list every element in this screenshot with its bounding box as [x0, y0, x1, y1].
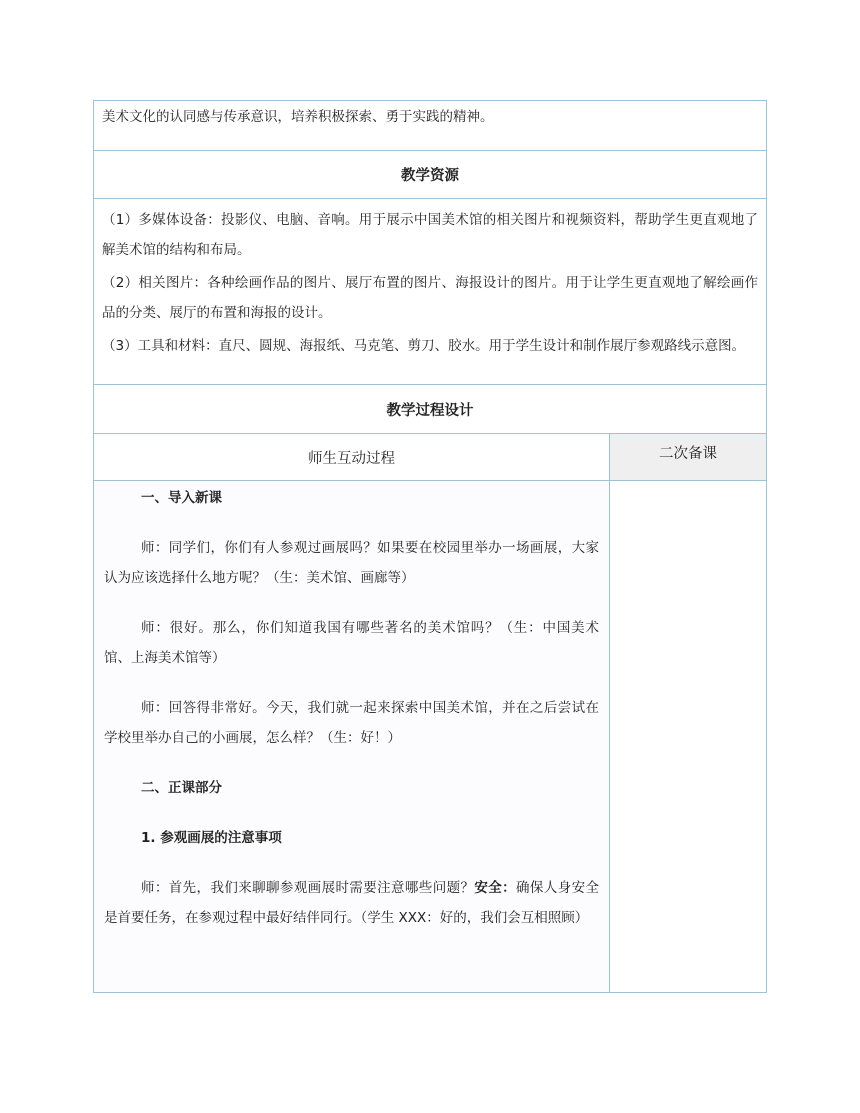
spacer: [104, 593, 599, 613]
dialogue-paragraph: 师：同学们，你们有人参观过画展吗？如果要在校园里举办一场画展，大家认为应该选择什么地方呢？（生：美术馆、画廊等）: [104, 540, 599, 586]
interaction-column: [94, 434, 610, 993]
resource-item: （3）工具和材料：直尺、圆规、海报纸、马克笔、剪刀、胶水。用于学生设计和制作展厅参观路线示意图。: [102, 338, 746, 354]
lesson-plan-table: [93, 100, 767, 993]
resources-heading-cell: [94, 151, 767, 199]
section-title: 二、正课部分: [141, 780, 222, 796]
dialogue-paragraph: 师：回答得非常好。今天，我们就一起来探索中国美术馆，并在之后尝试在学校里举办自己的小画展，怎么样？（生：好！）: [104, 700, 599, 746]
dialogue-paragraph: 师：很好。那么，你们知道我国有哪些著名的美术馆吗？（生：中国美术馆、上海美术馆等）: [104, 620, 599, 666]
second-prep-column-header: [610, 434, 766, 481]
interaction-column-body: [94, 481, 609, 993]
resource-item: （1）多媒体设备：投影仪、电脑、音响。用于展示中国美术馆的相关图片和视频资料，帮助学生更直观地了解美术馆的结构和布局。: [102, 212, 758, 258]
second-prep-column: [610, 434, 767, 993]
resources-heading: 教学资源: [401, 168, 459, 184]
process-heading: 教学过程设计: [386, 402, 474, 419]
resources-cell: [94, 199, 767, 385]
objectives-continued-cell: [94, 101, 767, 151]
dialogue-text: 师：首先，我们来聊聊参观画展时需要注意哪些问题？: [141, 880, 475, 896]
resource-item: （2）相关图片：各种绘画作品的图片、展厅布置的图片、海报设计的图片。用于让学生更直观地了解绘画作品的分类、展厅的布置和海报的设计。: [102, 275, 758, 321]
safety-label: 安全：: [474, 880, 517, 896]
spacer: [104, 513, 599, 533]
spacer: [104, 753, 599, 773]
subsection-title: 1. 参观画展的注意事项: [141, 830, 282, 846]
second-prep-column-title: 二次备课: [659, 446, 717, 462]
spacer: [104, 853, 599, 873]
spacer: [104, 673, 599, 693]
process-heading-cell: [94, 385, 767, 434]
process-columns: [94, 434, 767, 993]
interaction-column-header: [94, 434, 609, 481]
spacer: [104, 803, 599, 823]
objectives-continued-text: 美术文化的认同感与传承意识，培养积极探索、勇于实践的精神。: [102, 109, 494, 125]
dialogue-text: 确保人身安全是首要任务，在参观过程中最好结伴同行。（学生 XXX：好的，我们会互相照顾）: [104, 880, 599, 926]
dialogue-paragraph: [104, 873, 599, 933]
second-prep-notes-area[interactable]: [610, 481, 766, 993]
section-title: 一、导入新课: [141, 490, 222, 506]
interaction-column-title: 师生互动过程: [308, 450, 395, 467]
